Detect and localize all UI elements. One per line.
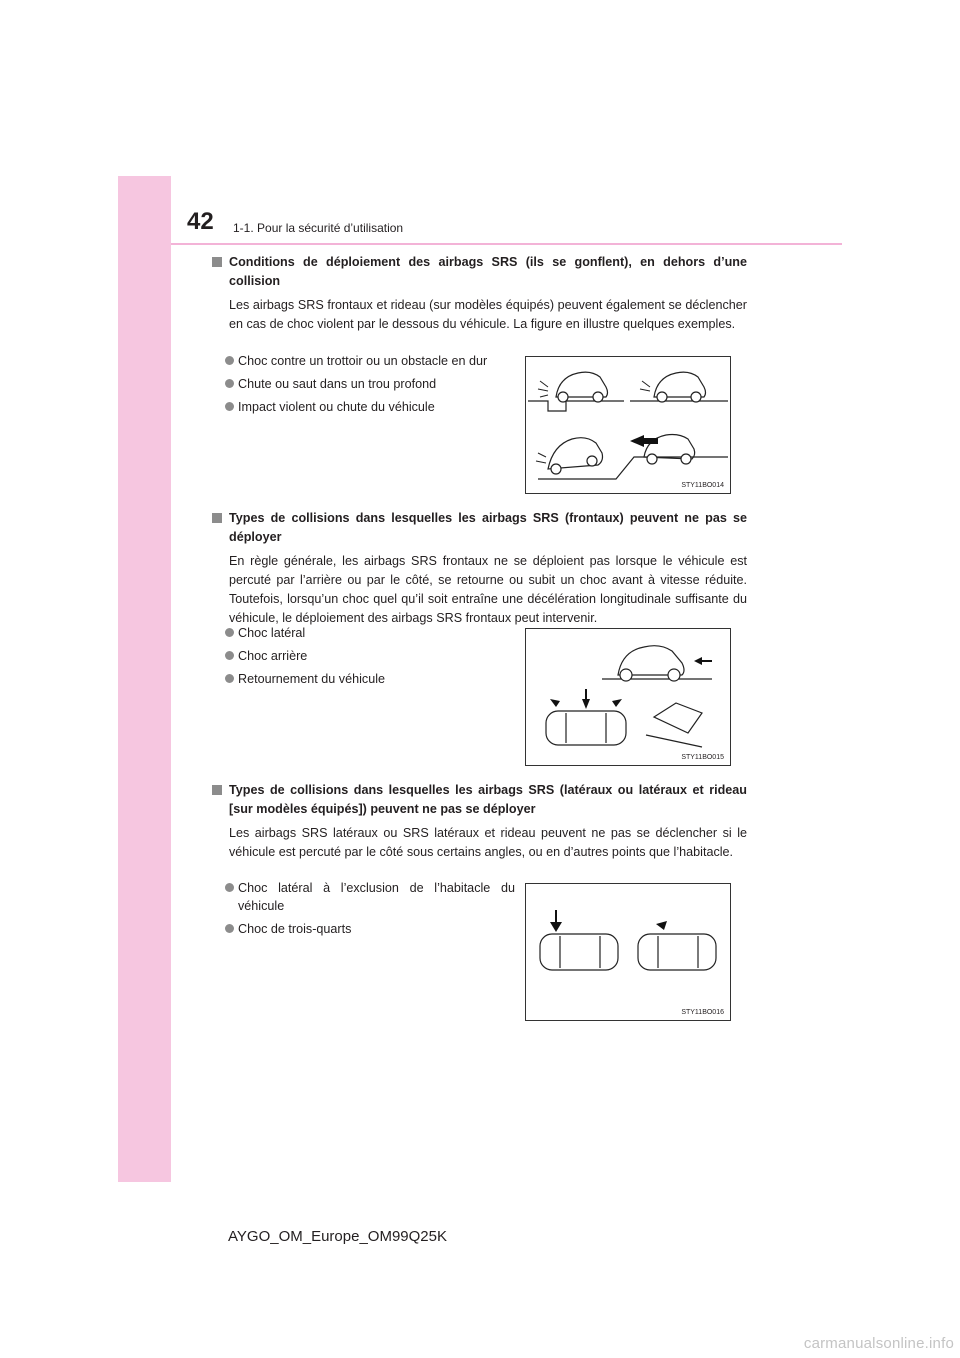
circle-bullet-icon [225,628,234,637]
square-bullet-icon [212,785,222,795]
circle-bullet-icon [225,674,234,683]
figure-underbody-impacts [525,356,731,494]
section-body: Les airbags SRS frontaux et rideau (sur modèles équipés) peuvent également se déclencher en cas de choc violent par le dessous du véhicule. La figure en illustre quelques exemples. [229,298,747,331]
figure-side-angle-impacts [525,883,731,1021]
header-divider [171,243,842,245]
figure-side-rear-rollover [525,628,731,766]
figure-code: STY11BO016 [681,1009,724,1016]
figure-code: STY11BO014 [681,482,724,489]
bullet-list [225,879,515,943]
car-impact-illustration [526,629,730,765]
circle-bullet-icon [225,924,234,933]
section-body: Les airbags SRS latéraux ou SRS latéraux et rideau peuvent ne pas se déclencher si le véhicule est percuté par le côté sous certains angles, ou en d’autres points que l’habitacle. [229,826,747,859]
list-item: Choc latéral [225,624,515,642]
circle-bullet-icon [225,651,234,660]
list-item: Choc contre un trottoir ou un obstacle en dur [225,352,515,370]
circle-bullet-icon [225,402,234,411]
square-bullet-icon [212,257,222,267]
section-frontal-nondeployment [212,509,747,628]
circle-bullet-icon [225,379,234,388]
square-bullet-icon [212,513,222,523]
section-deployment-conditions [212,253,747,334]
document-code: AYGO_OM_Europe_OM99Q25K [228,1228,447,1245]
list-item: Retournement du véhicule [225,670,515,688]
car-impact-illustration [526,357,730,493]
section-heading: Types de collisions dans lesquelles les airbags SRS (latéraux ou latéraux et rideau [sur modèles équipés]) peuvent ne pas se déployer [212,781,747,819]
list-item: Choc arrière [225,647,515,665]
bullet-list [225,352,515,421]
section-body: En règle générale, les airbags SRS frontaux ne se déploient pas lorsque le véhicule est percuté par l’arrière ou par le côté, se retourne ou subit un choc avant à vitesse réduite. Toutefois, lorsqu’un choc quel qu’il soit entraîne une décélération longitudinale suffisante du véhicule, le déploiement des airbags SRS frontaux peut intervenir. [229,554,747,625]
section-heading: Types de collisions dans lesquelles les airbags SRS (frontaux) peuvent ne pas se déployer [212,509,747,547]
figure-code: STY11BO015 [681,754,724,761]
list-item: Impact violent ou chute du véhicule [225,398,515,416]
watermark: carmanualsonline.info [803,1335,954,1352]
chapter-sidebar-tab [118,176,171,1182]
page-number: 42 [187,208,214,235]
section-title: 1-1. Pour la sécurité d’utilisation [233,221,404,235]
circle-bullet-icon [225,356,234,365]
list-item: Choc latéral à l’exclusion de l’habitacle du véhicule [225,879,515,915]
section-side-nondeployment [212,781,747,862]
car-impact-illustration [526,884,730,1020]
section-heading: Conditions de déploiement des airbags SRS (ils se gonflent), en dehors d’une collision [212,253,747,291]
list-item: Choc de trois-quarts [225,920,515,938]
circle-bullet-icon [225,883,234,892]
bullet-list [225,624,515,693]
list-item: Chute ou saut dans un trou profond [225,375,515,393]
